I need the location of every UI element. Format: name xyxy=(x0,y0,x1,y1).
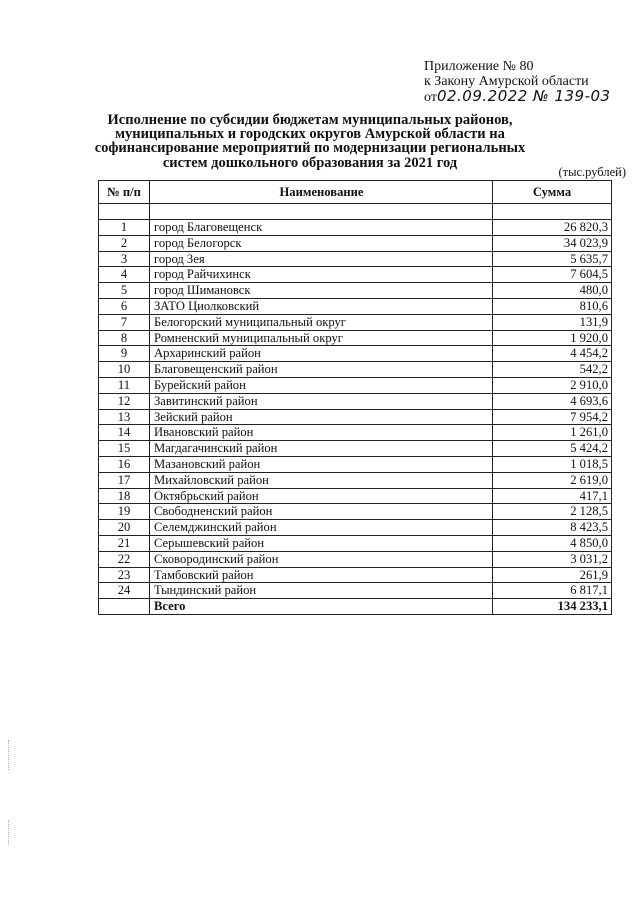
table-row xyxy=(99,551,612,567)
row-number: 13 xyxy=(99,409,150,425)
row-number: 14 xyxy=(99,425,150,441)
row-number: 4 xyxy=(99,267,150,283)
row-number: 23 xyxy=(99,567,150,583)
row-number: 5 xyxy=(99,283,150,299)
table-row xyxy=(99,441,612,457)
row-sum: 1 261,0 xyxy=(493,425,612,441)
row-name: Мазановский район xyxy=(150,456,493,472)
row-name: Октябрьский район xyxy=(150,488,493,504)
table-row xyxy=(99,456,612,472)
appendix-date-line xyxy=(424,89,634,106)
row-number: 22 xyxy=(99,551,150,567)
row-sum: 7 954,2 xyxy=(493,409,612,425)
appendix-from: от xyxy=(424,90,437,105)
table-row xyxy=(99,567,612,583)
table-spacer-row xyxy=(99,204,612,220)
table-row xyxy=(99,520,612,536)
row-name: город Райчихинск xyxy=(150,267,493,283)
row-number: 16 xyxy=(99,456,150,472)
row-sum: 417,1 xyxy=(493,488,612,504)
row-name: Серышевский район xyxy=(150,535,493,551)
row-sum: 2 619,0 xyxy=(493,472,612,488)
table-row xyxy=(99,362,612,378)
handwritten-date-number: 02.09.2022 № 139-03 xyxy=(436,87,611,105)
row-name: Ромненский муниципальный округ xyxy=(150,330,493,346)
table-row xyxy=(99,535,612,551)
table-row xyxy=(99,330,612,346)
row-name: Михайловский район xyxy=(150,472,493,488)
row-name: Тамбовский район xyxy=(150,567,493,583)
appendix-header xyxy=(424,60,634,106)
row-sum: 480,0 xyxy=(493,283,612,299)
row-sum: 542,2 xyxy=(493,362,612,378)
row-sum: 1 920,0 xyxy=(493,330,612,346)
row-name: Магдагачинский район xyxy=(150,441,493,457)
row-number: 3 xyxy=(99,251,150,267)
table-header-row xyxy=(99,181,612,204)
row-name: Тындинский район xyxy=(150,583,493,599)
row-number: 6 xyxy=(99,298,150,314)
total-sum: 134 233,1 xyxy=(493,599,612,615)
row-sum: 261,9 xyxy=(493,567,612,583)
row-name: Бурейский район xyxy=(150,377,493,393)
row-number: 12 xyxy=(99,393,150,409)
row-sum: 5 635,7 xyxy=(493,251,612,267)
row-name: Сковородинский район xyxy=(150,551,493,567)
total-number xyxy=(99,599,150,615)
row-name: Архаринский район xyxy=(150,346,493,362)
row-number: 21 xyxy=(99,535,150,551)
row-sum: 2 128,5 xyxy=(493,504,612,520)
row-name: Завитинский район xyxy=(150,393,493,409)
row-sum: 4 454,2 xyxy=(493,346,612,362)
row-name: город Белогорск xyxy=(150,235,493,251)
scan-margin-mark xyxy=(8,820,10,845)
table-row xyxy=(99,283,612,299)
row-sum: 810,6 xyxy=(493,298,612,314)
row-sum: 131,9 xyxy=(493,314,612,330)
row-number: 10 xyxy=(99,362,150,378)
row-sum: 3 031,2 xyxy=(493,551,612,567)
row-name: ЗАТО Циолковский xyxy=(150,298,493,314)
row-sum: 4 850,0 xyxy=(493,535,612,551)
row-number: 17 xyxy=(99,472,150,488)
row-number: 2 xyxy=(99,235,150,251)
row-sum: 2 910,0 xyxy=(493,377,612,393)
table-row xyxy=(99,220,612,236)
table-row xyxy=(99,425,612,441)
table-row xyxy=(99,583,612,599)
row-name: город Зея xyxy=(150,251,493,267)
row-number: 7 xyxy=(99,314,150,330)
header-sum: Сумма xyxy=(493,181,612,204)
row-number: 9 xyxy=(99,346,150,362)
total-label: Всего xyxy=(150,599,493,615)
table-row xyxy=(99,346,612,362)
header-number: № п/п xyxy=(99,181,150,204)
row-name: Селемджинский район xyxy=(150,520,493,536)
row-sum: 7 604,5 xyxy=(493,267,612,283)
table-row xyxy=(99,409,612,425)
table-row xyxy=(99,472,612,488)
header-name: Наименование xyxy=(150,181,493,204)
row-sum: 26 820,3 xyxy=(493,220,612,236)
row-sum: 1 018,5 xyxy=(493,456,612,472)
row-sum: 6 817,1 xyxy=(493,583,612,599)
table-row xyxy=(99,377,612,393)
appendix-law: к Закону Амурской области xyxy=(424,73,589,89)
appendix-number: Приложение № 80 xyxy=(424,59,534,74)
row-name: Зейский район xyxy=(150,409,493,425)
table-row xyxy=(99,251,612,267)
row-sum: 8 423,5 xyxy=(493,520,612,536)
row-number: 19 xyxy=(99,504,150,520)
table-row xyxy=(99,393,612,409)
row-number: 1 xyxy=(99,220,150,236)
row-number: 20 xyxy=(99,520,150,536)
row-sum: 5 424,2 xyxy=(493,441,612,457)
units-label: (тыс.рублей) xyxy=(558,165,626,179)
table-row xyxy=(99,298,612,314)
scan-margin-mark xyxy=(8,740,10,770)
row-number: 8 xyxy=(99,330,150,346)
row-number: 15 xyxy=(99,441,150,457)
row-number: 24 xyxy=(99,583,150,599)
table-row xyxy=(99,267,612,283)
table-total-row xyxy=(99,599,612,615)
row-number: 18 xyxy=(99,488,150,504)
row-name: город Шимановск xyxy=(150,283,493,299)
row-number: 11 xyxy=(99,377,150,393)
row-name: Белогорский муниципальный округ xyxy=(150,314,493,330)
row-sum: 34 023,9 xyxy=(493,235,612,251)
subsidy-table xyxy=(98,180,612,615)
table-row xyxy=(99,235,612,251)
row-name: город Благовещенск xyxy=(150,220,493,236)
row-sum: 4 693,6 xyxy=(493,393,612,409)
table-row xyxy=(99,488,612,504)
row-name: Благовещенский район xyxy=(150,362,493,378)
row-name: Ивановский район xyxy=(150,425,493,441)
row-name: Свободненский район xyxy=(150,504,493,520)
document-title: Исполнение по субсидии бюджетам муниципальных районов, муниципальных и городских округов Амурской области на софинансирование мероприятий по модернизации региональных систем дошкольного образования за 2021 год xyxy=(94,112,526,171)
table-row xyxy=(99,314,612,330)
table-row xyxy=(99,504,612,520)
